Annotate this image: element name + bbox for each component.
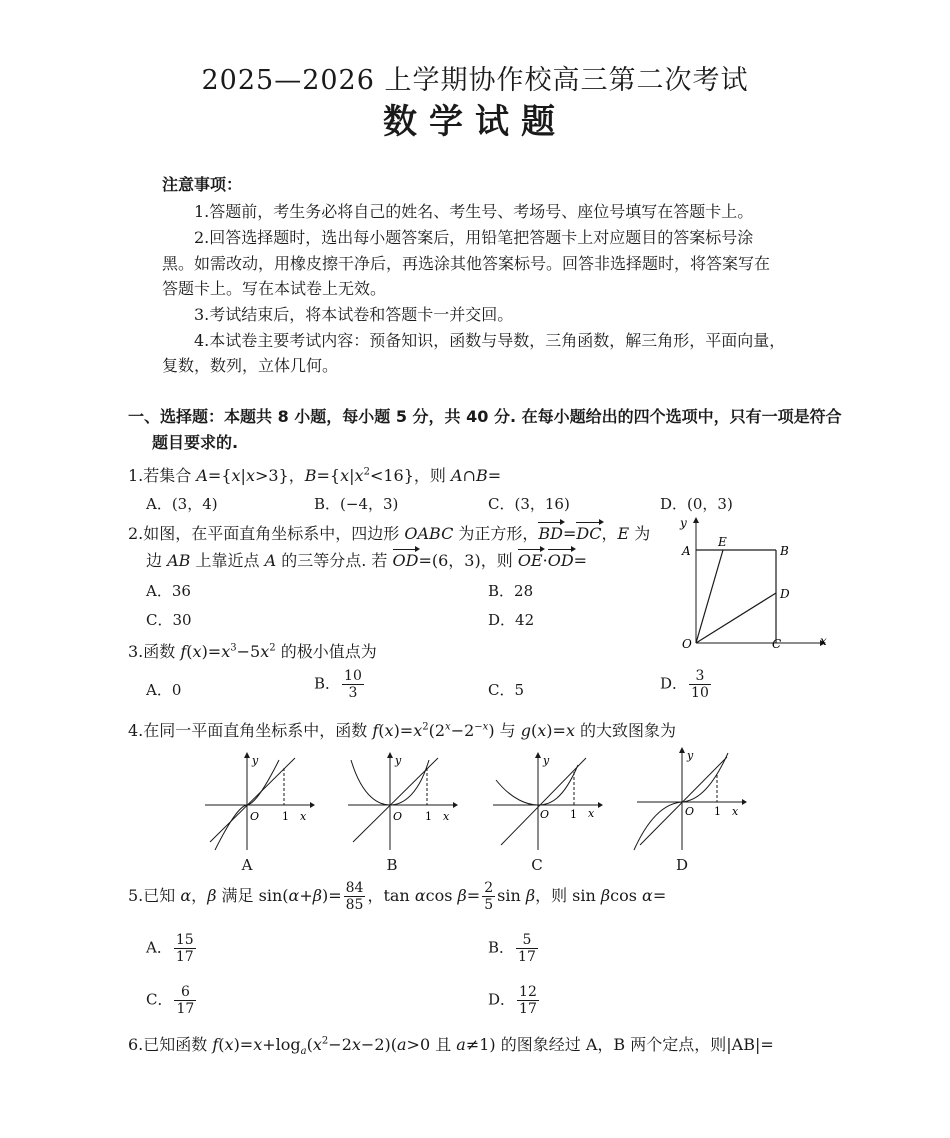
- q4c-y-label: y: [543, 754, 550, 767]
- q5-b-den: 17: [518, 949, 536, 965]
- q1-number: 1.: [128, 466, 144, 485]
- q2-option-a: A．36: [146, 582, 191, 600]
- q5-f1-den: 85: [345, 897, 364, 913]
- q4-graph-b: [343, 750, 458, 855]
- q5-option-d: [488, 984, 541, 1017]
- q4-label-b: B: [386, 856, 398, 874]
- q2-option-d: D．42: [488, 611, 535, 629]
- q1-option-b: B．(−4，3): [314, 495, 399, 513]
- q1-option-a: A．(3，4): [146, 495, 218, 513]
- q5-c-den: 17: [176, 1001, 195, 1017]
- notice-line-4b: 复数，数列，立体几何。: [162, 356, 339, 375]
- q5-f2-den: 5: [484, 897, 494, 913]
- q5-b-label: B．: [488, 938, 515, 957]
- q1-option-d: D．(0，3): [660, 495, 733, 513]
- fig2-label-b: B: [780, 544, 789, 558]
- q2-od-value: =(6，3)，则: [418, 551, 518, 570]
- q1-option-c: C．(3，16): [488, 495, 570, 513]
- notice-line-2c: 答题卡上。写在本试卷上无效。: [162, 279, 387, 298]
- fig2-label-a: A: [682, 544, 691, 558]
- q2-line2-a: 边: [146, 551, 168, 570]
- q4b-x-label: x: [443, 810, 450, 823]
- fig2-label-y: y: [680, 516, 687, 530]
- q2-text-a: 如图，在平面直角坐标系中，四边形: [143, 524, 405, 543]
- q4-text-mid: 与: [494, 721, 521, 740]
- q3-d-den: 10: [691, 685, 709, 701]
- q4-label-c: C: [531, 856, 543, 874]
- fig2-label-d: D: [780, 587, 790, 601]
- q4-number: 4.: [128, 721, 144, 740]
- q4d-one-label: 1: [714, 805, 721, 818]
- q2-line2-c: 的三等分点. 若: [276, 551, 393, 570]
- question-6: 6.已知函数 $f(x)=x+\log_a(x^2-2x-2)(a>0$ 且 a≠1) 的图象经过 A，B 两个定点，则|AB|=: [128, 1035, 774, 1058]
- subject-title: 数学试题: [383, 102, 567, 142]
- q5-f2-num: 2: [484, 880, 494, 896]
- q3-d-num: 3: [689, 668, 711, 685]
- notice-line-4a: 4.本试卷主要考试内容：预备知识，函数与导数，三角函数，解三角形，平面向量，: [194, 331, 786, 350]
- fig2-label-e: E: [718, 535, 727, 549]
- exam-title: 2025—2026 上学期协作校高三第二次考试: [201, 65, 749, 96]
- q4b-one-label: 1: [425, 810, 432, 823]
- q5-a-num: 15: [175, 932, 194, 948]
- q2-square-figure: [668, 515, 828, 655]
- question-5: 5.已知 α，β 满足 sin(α+β)= $\frac{84}{85}$ ，tan αcos β= $\frac{2}{5}$ sin β，则 sin βcos α=: [128, 880, 667, 913]
- q2-text-c: 为正方形，: [453, 524, 539, 543]
- q4a-x-label: x: [300, 810, 307, 823]
- q3-b-num: 10: [344, 668, 362, 684]
- notice-line-2b: 黑。如需改动，用橡皮擦干净后，再选涂其他答案标号。回答非选择题时，将答案写在: [162, 254, 771, 273]
- q2-number: 2.: [128, 524, 144, 543]
- notice-line-1: 1.答题前，考生务必将自己的姓名、考生号、考场号、座位号填写在答题卡上。: [194, 202, 754, 221]
- q5-number: 5.: [128, 886, 144, 905]
- section-heading-line2: 题目要求的.: [152, 433, 239, 452]
- q5-c-num: 6: [174, 984, 196, 1001]
- fig2-label-x: x: [820, 634, 827, 648]
- q5-option-c: [146, 984, 198, 1017]
- q4-graph-d: [632, 745, 747, 855]
- q5-option-a: [146, 932, 198, 965]
- question-4: 4.在同一平面直角坐标系中，函数 $f(x)=x^2(2^x-2^{-x})$ 与 g(x)=x 的大致图象为: [128, 721, 677, 740]
- q4-graph-c: [488, 750, 603, 855]
- q1-text: 若集合: [143, 466, 197, 485]
- fig2-label-o: O: [682, 637, 692, 651]
- q5-c-label: C．: [146, 990, 173, 1009]
- q4a-one-label: 1: [282, 810, 289, 823]
- q4-graph-a: [200, 750, 315, 855]
- question-2-line2: 边 AB 上靠近点 A 的三等分点. 若 OD=(6，3)，则 OE·OD=: [146, 551, 588, 570]
- q4-label-d: D: [675, 856, 689, 874]
- q5-b-num: 5: [516, 932, 538, 949]
- q4a-y-label: y: [252, 754, 259, 767]
- notice-line-2a: 2.回答选择题时，选出每小题答案后，用铅笔把答题卡上对应题目的答案标号涂: [194, 228, 754, 247]
- q2-option-c: C．30: [146, 611, 192, 629]
- q4-text-pre: 在同一平面直角坐标系中，函数: [143, 721, 373, 740]
- q2-shape-name: OABC: [404, 524, 454, 543]
- q4-label-a: A: [241, 856, 253, 874]
- q4c-one-label: 1: [570, 808, 577, 821]
- q4c-o-label: O: [540, 808, 550, 821]
- q6-text-pre: 已知函数: [143, 1035, 213, 1054]
- q4d-y-label: y: [687, 749, 694, 762]
- q5-a-den: 17: [175, 949, 194, 965]
- q6-text-post: 的图象经过 A，B 两个定点，则|AB|=: [495, 1035, 774, 1054]
- fig2-label-c: C: [772, 637, 782, 651]
- notice-heading: 注意事项：: [162, 175, 243, 194]
- q3-text-post: 的极小值点为: [275, 642, 377, 661]
- question-2-line1: 2.如图，在平面直角坐标系中，四边形 OABC 为正方形，BD=DC，E 为: [128, 524, 651, 543]
- q4b-o-label: O: [393, 810, 403, 823]
- q3-option-c: C．5: [488, 681, 525, 699]
- q5-d-num: 12: [519, 984, 537, 1000]
- question-1: 1.若集合 A={x|x>3}，$B=\{x|x^2<16\}$，则 A∩B=: [128, 466, 502, 485]
- q4b-y-label: y: [395, 754, 402, 767]
- q5-d-den: 17: [519, 1001, 537, 1017]
- q4c-x-label: x: [588, 807, 595, 820]
- section-heading-line1: 一、选择题：本题共 8 小题，每小题 5 分，共 40 分. 在每小题给出的四个选项中，只有一项是符合: [128, 407, 842, 426]
- q3-d-label: D．: [660, 674, 688, 693]
- q4d-o-label: O: [685, 805, 695, 818]
- question-3: 3.函数 $f(x)=x^3-5x^2$ 的极小值点为: [128, 642, 377, 661]
- q3-option-b: [314, 668, 366, 701]
- q3-number: 3.: [128, 642, 144, 661]
- q4-text-post: 的大致图象为: [574, 721, 677, 740]
- q3-option-a: A．0: [146, 681, 182, 699]
- q2-line2-b: 上靠近点: [190, 551, 265, 570]
- q4a-o-label: O: [250, 810, 260, 823]
- q3-b-label: B．: [314, 674, 341, 693]
- q2-option-b: B．28: [488, 582, 534, 600]
- q3-b-den: 3: [348, 685, 358, 701]
- notice-line-3: 3.考试结束后，将本试卷和答题卡一并交回。: [194, 305, 514, 324]
- q5-text-pre: 已知: [143, 886, 181, 905]
- q5-option-b: [488, 932, 540, 965]
- q3-text-pre: 函数: [143, 642, 181, 661]
- q6-number: 6.: [128, 1035, 144, 1054]
- q5-d-label: D．: [488, 990, 516, 1009]
- q5-f1-num: 84: [345, 880, 364, 896]
- q5-a-label: A．: [146, 938, 172, 957]
- q3-option-d: [660, 668, 713, 701]
- q4d-x-label: x: [732, 805, 739, 818]
